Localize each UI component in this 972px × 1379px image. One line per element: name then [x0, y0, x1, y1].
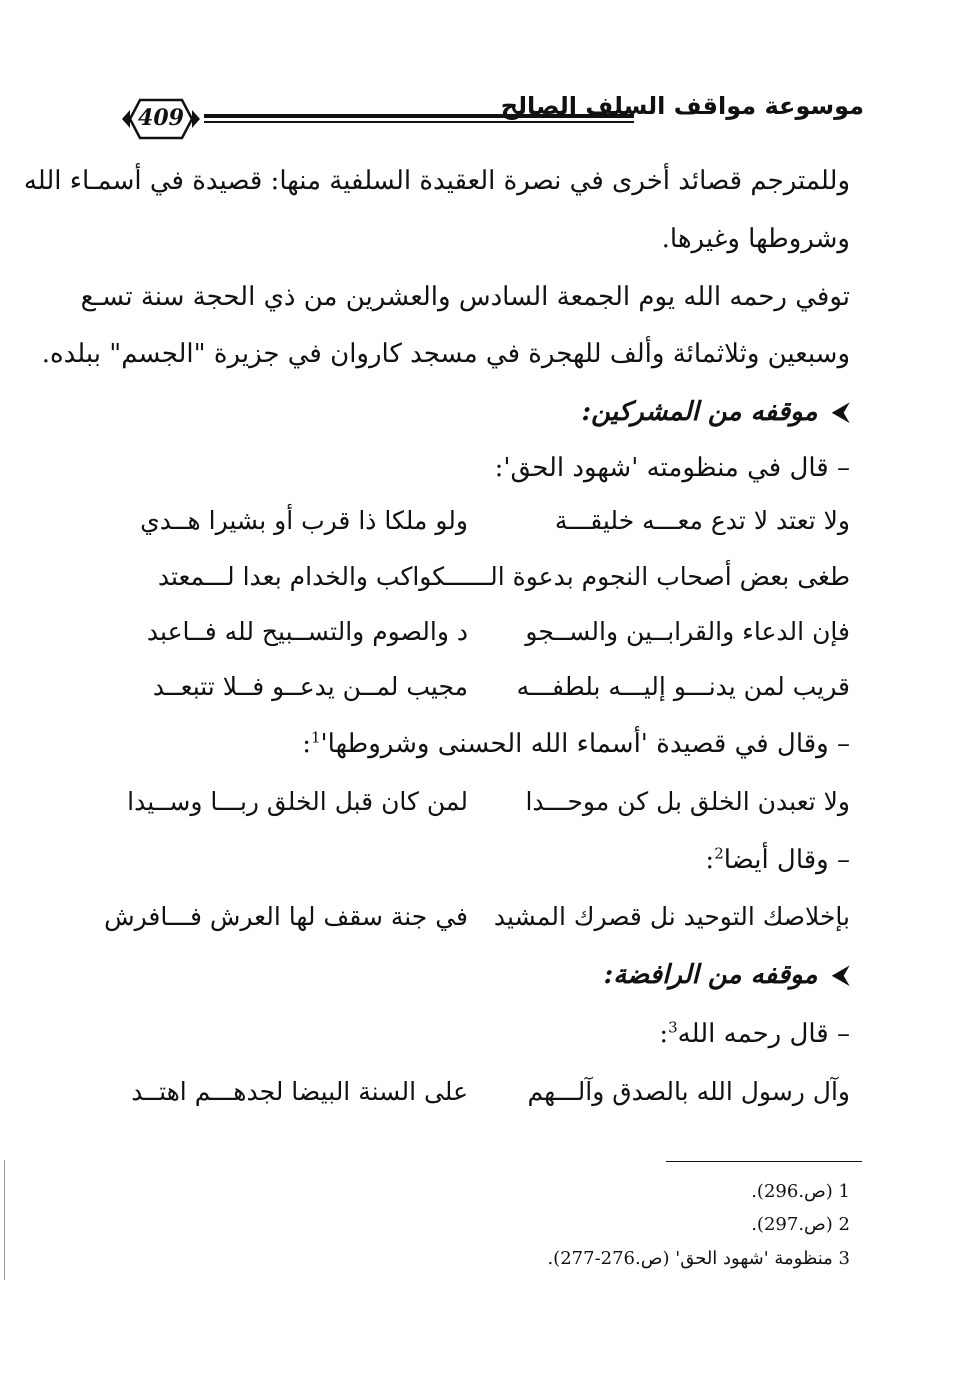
section-intro: – قال رحمه الله$^3$: — [659, 1018, 850, 1049]
paragraph-line: توفي رحمه الله يوم الجمعة السادس والعشرين من ذي الحجة سنة تسـع — [80, 282, 850, 312]
arrow-bullet-icon: ⮜ — [831, 960, 850, 990]
verse-second-hemistich: ـــكواكب والخدام بعدا لـــمعتد — [157, 562, 468, 591]
verse-row — [128, 669, 850, 709]
page-number-badge — [120, 96, 202, 142]
paragraph-line: وسبعين وثلاثمائة وألف للهجرة في مسجد كاروان في جزيرة "الجسم" ببلده. — [41, 339, 850, 369]
verse-first-hemistich: بإخلاصك التوحيد نل قصرك المشيد — [493, 902, 850, 931]
footnote-ref: 1 — [310, 728, 321, 747]
section-intro: – وقال أيضا$^2$: — [705, 844, 850, 875]
header-rule-thin — [204, 121, 634, 123]
scan-margin-mark — [4, 1160, 5, 1280]
verse-first-hemistich: طغى بعض أصحاب النجوم بدعوة الـــ — [468, 562, 850, 591]
book-title: موسوعة مواقف السلف الصالح — [500, 92, 864, 120]
verse-row — [128, 784, 850, 824]
paragraph-line: وشروطها وغيرها. — [661, 224, 850, 254]
section-heading — [130, 957, 850, 993]
page-number: 409 — [138, 105, 184, 131]
verse-second-hemistich: مجيب لمــن يدعــو فــلا تتبعــد — [152, 672, 468, 701]
section-intro: – وقال في قصيدة 'أسماء الله الحسنى $وشروطها'^1$: — [302, 728, 850, 759]
section-heading-text: موقفه من المشركين: — [581, 397, 818, 427]
verse-row — [128, 559, 850, 599]
verse-first-hemistich: ولا تعبدن الخلق بل كن موحـــدا — [525, 787, 850, 816]
verse-first-hemistich: ولا تعتد لا تدع معـــه خليقـــة — [554, 506, 850, 535]
verse-second-hemistich: على السنة البيضا لجدهـــم اهتــد — [131, 1077, 468, 1106]
footnote: 1 (ص.296). — [751, 1181, 850, 1202]
verse-first-hemistich: وآل رسول الله بالصدق وآلـــهم — [527, 1077, 850, 1106]
verse-second-hemistich: ولو ملكا ذا قرب أو بشيرا هــدي — [140, 506, 468, 535]
footnote: 2 (ص.297). — [751, 1214, 850, 1235]
verse-row — [128, 614, 850, 654]
verse-row — [128, 503, 850, 543]
verse-first-hemistich: قريب لمن يدنـــو إليـــه بلطفـــه — [516, 672, 850, 701]
verse-first-hemistich: فإن الدعاء والقرابــين والســجو — [525, 617, 850, 646]
arrow-bullet-icon: ⮜ — [831, 397, 850, 427]
footnote-ref: 2 — [714, 844, 724, 863]
intro-text: – وقال في قصيدة 'أسماء الله الحسنى وشروطها' — [320, 729, 850, 759]
section-intro: – قال في منظومته 'شهود الحق': — [494, 453, 850, 483]
verse-second-hemistich: د والصوم والتســبيح لله فــاعبد — [146, 617, 468, 646]
footnote-ref: 3 — [668, 1018, 678, 1037]
section-heading — [130, 394, 850, 430]
verse-second-hemistich: في جنة سقف لها العرش فـــافرش — [104, 902, 468, 931]
paragraph-line: وللمترجم قصائد أخرى في نصرة العقيدة السلفية منها: قصيدة في أسمـاء الله — [23, 166, 850, 196]
verse-second-hemistich: لمن كان قبل الخلق ربـــا وســيدا — [127, 787, 468, 816]
intro-text: – وقال أيضا — [723, 845, 850, 875]
footnote: 3 منظومة 'شهود الحق' (ص.276-277). — [547, 1248, 850, 1269]
verse-row — [104, 899, 850, 939]
footnote-separator — [666, 1161, 862, 1162]
verse-row — [128, 1074, 850, 1114]
section-heading-text: موقفه من الرافضة: — [603, 960, 818, 990]
intro-text: – قال رحمه الله — [677, 1019, 850, 1049]
page-header — [112, 92, 864, 158]
